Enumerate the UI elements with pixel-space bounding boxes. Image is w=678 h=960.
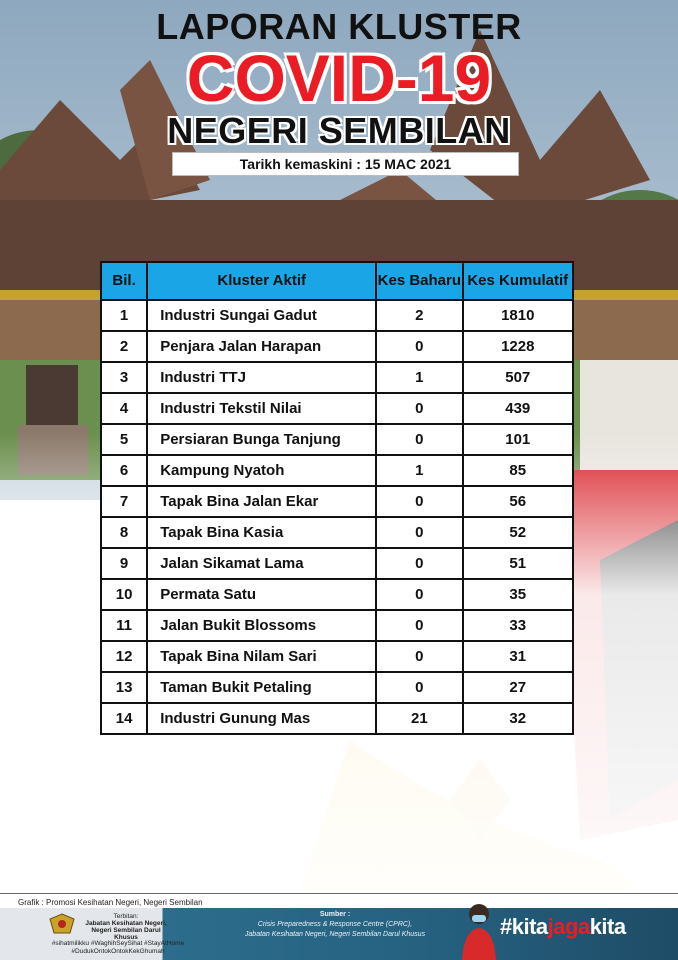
row-cumulative: 51 <box>463 548 573 579</box>
table-row <box>101 331 573 362</box>
row-cluster: Tapak Bina Nilam Sari <box>147 641 376 672</box>
title-state: NEGERI SEMBILAN <box>167 110 511 151</box>
table-row <box>101 641 573 672</box>
row-cumulative: 439 <box>463 393 573 424</box>
row-no: 11 <box>101 610 147 641</box>
header-cluster: Kluster Aktif <box>147 262 376 300</box>
table-row <box>101 548 573 579</box>
row-cluster: Permata Satu <box>147 579 376 610</box>
table-row <box>101 672 573 703</box>
hashtag-part-jaga: jaga <box>547 914 590 939</box>
row-cumulative: 27 <box>463 672 573 703</box>
row-new: 0 <box>376 331 462 362</box>
table-row <box>101 579 573 610</box>
hashtags-line1: #sihatmilikku #WaghihSeySihat #StayAtHome <box>51 940 185 947</box>
row-new: 21 <box>376 703 462 734</box>
row-cumulative: 1228 <box>463 331 573 362</box>
row-cluster: Jalan Sikamat Lama <box>147 548 376 579</box>
table-row <box>101 300 573 331</box>
row-no: 1 <box>101 300 147 331</box>
row-cumulative: 101 <box>463 424 573 455</box>
row-no: 5 <box>101 424 147 455</box>
row-new: 0 <box>376 641 462 672</box>
kitajagakita-hashtag <box>500 914 626 940</box>
title-line1: LAPORAN KLUSTER <box>156 6 522 47</box>
row-new: 0 <box>376 424 462 455</box>
source-line1: Crisis Preparedness & Response Centre (CPRC), <box>257 921 413 928</box>
row-cluster: Industri Sungai Gadut <box>147 300 376 331</box>
row-no: 2 <box>101 331 147 362</box>
row-new: 1 <box>376 362 462 393</box>
row-cluster: Taman Bukit Petaling <box>147 672 376 703</box>
row-cluster: Persiaran Bunga Tanjung <box>147 424 376 455</box>
footer-divider <box>0 893 678 894</box>
publisher-state: Negeri Sembilan Darul Khusus <box>91 927 161 941</box>
source-line2: Jabatan Kesihatan Negeri, Negeri Sembilan Darul Khusus <box>244 931 426 938</box>
row-cluster: Industri Tekstil Nilai <box>147 393 376 424</box>
row-no: 7 <box>101 486 147 517</box>
row-no: 4 <box>101 393 147 424</box>
row-cluster: Jalan Bukit Blossoms <box>147 610 376 641</box>
campaign-hashtags <box>28 940 208 956</box>
row-cumulative: 52 <box>463 517 573 548</box>
hashtags-line2: #DudukOntokOntokKekGhumah <box>71 948 165 955</box>
table-row <box>101 517 573 548</box>
title-covid: COVID-19 <box>186 41 492 115</box>
row-new: 1 <box>376 455 462 486</box>
publisher-label: Terbitan: <box>113 913 139 920</box>
row-cluster: Penjara Jalan Harapan <box>147 331 376 362</box>
table-row <box>101 393 573 424</box>
row-no: 3 <box>101 362 147 393</box>
row-cluster: Kampung Nyatoh <box>147 455 376 486</box>
source-block <box>215 910 455 940</box>
row-cumulative: 85 <box>463 455 573 486</box>
table-row <box>101 703 573 734</box>
row-cumulative: 33 <box>463 610 573 641</box>
row-cumulative: 31 <box>463 641 573 672</box>
row-no: 9 <box>101 548 147 579</box>
row-cluster: Industri TTJ <box>147 362 376 393</box>
header-cumulative-cases: Kes Kumulatif <box>463 262 573 300</box>
update-date: Tarikh kemaskini : 15 MAC 2021 <box>172 152 519 176</box>
table-row <box>101 610 573 641</box>
header-new-cases: Kes Baharu <box>376 262 462 300</box>
row-cumulative: 507 <box>463 362 573 393</box>
row-no: 12 <box>101 641 147 672</box>
row-new: 0 <box>376 548 462 579</box>
row-no: 10 <box>101 579 147 610</box>
row-new: 0 <box>376 610 462 641</box>
cluster-table <box>100 261 574 735</box>
row-cumulative: 1810 <box>463 300 573 331</box>
row-cluster: Industri Gunung Mas <box>147 703 376 734</box>
row-cumulative: 35 <box>463 579 573 610</box>
table-header-row <box>101 262 573 300</box>
row-no: 6 <box>101 455 147 486</box>
row-no: 13 <box>101 672 147 703</box>
graphic-credit: Grafik : Promosi Kesihatan Negeri, Negeri Sembilan <box>18 898 203 907</box>
row-cumulative: 56 <box>463 486 573 517</box>
row-no: 14 <box>101 703 147 734</box>
row-new: 0 <box>376 517 462 548</box>
table-row <box>101 455 573 486</box>
row-new: 0 <box>376 579 462 610</box>
table-row <box>101 486 573 517</box>
header-no: Bil. <box>101 262 147 300</box>
hashtag-part-kita-1: #kita <box>500 914 548 939</box>
row-cluster: Tapak Bina Kasia <box>147 517 376 548</box>
row-new: 0 <box>376 672 462 703</box>
row-no: 8 <box>101 517 147 548</box>
row-new: 0 <box>376 393 462 424</box>
table-row <box>101 362 573 393</box>
row-cumulative: 32 <box>463 703 573 734</box>
row-cluster: Tapak Bina Jalan Ekar <box>147 486 376 517</box>
row-new: 0 <box>376 486 462 517</box>
ministry-crest-icon <box>48 913 76 935</box>
person-with-mask-icon <box>458 900 500 960</box>
publisher-block <box>80 913 172 941</box>
source-label: Sumber : <box>319 911 351 918</box>
hashtag-part-kita-2: kita <box>589 914 626 939</box>
table-row <box>101 424 573 455</box>
row-new: 2 <box>376 300 462 331</box>
publisher-dept: Jabatan Kesihatan Negeri, <box>85 920 167 927</box>
